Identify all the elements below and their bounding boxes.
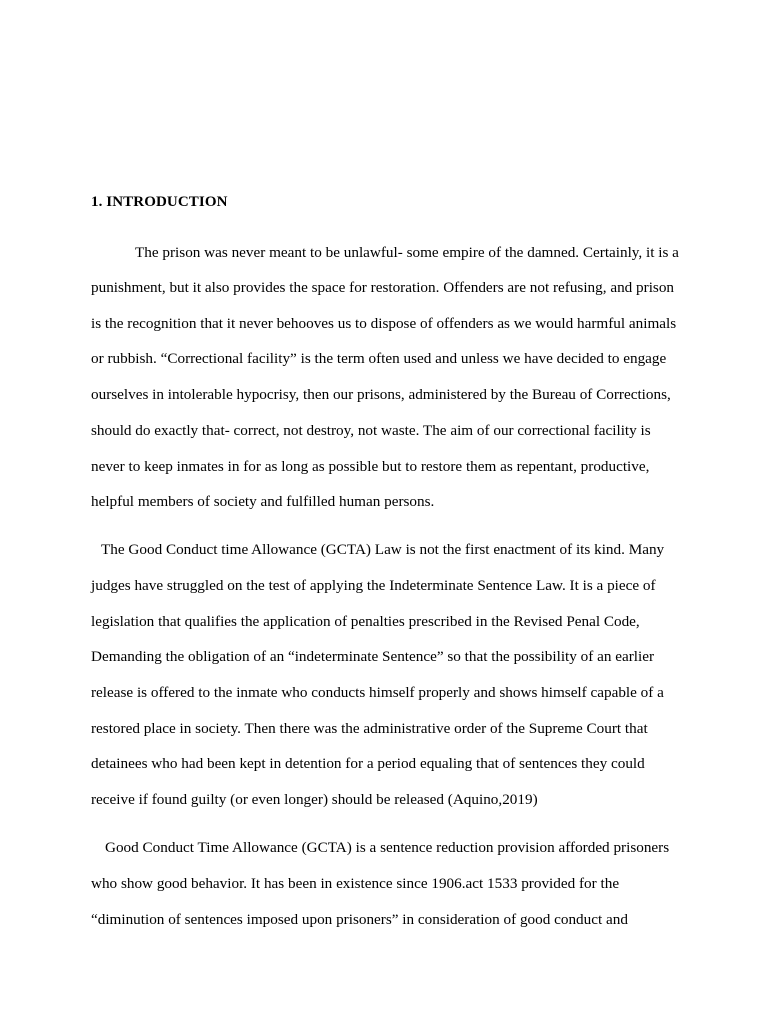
paragraph-line: receive if found guilty (or even longer) should be released (Aquino,2019) (91, 791, 538, 808)
paragraph-line: helpful members of society and fulfilled human persons. (91, 493, 435, 510)
paragraph-line: restored place in society. Then there was the administrative order of the Supreme Court that (91, 720, 648, 737)
paragraph-line: should do exactly that- correct, not destroy, not waste. The aim of our correctional facility is (91, 422, 651, 439)
paragraph-line: legislation that qualifies the application of penalties prescribed in the Revised Penal Code, (91, 613, 640, 630)
paragraph-line: punishment, but it also provides the space for restoration. Offenders are not refusing, and prison (91, 279, 675, 296)
paragraph-line: “diminution of sentences imposed upon prisoners” in consideration of good conduct and (91, 911, 628, 928)
paragraph-line: Good Conduct Time Allowance (GCTA) is a sentence reduction provision afforded prisoners (105, 839, 670, 856)
paragraph-line: detainees who had been kept in detention for a period equaling that of sentences they could (91, 755, 645, 772)
paragraph-line: or rubbish. “Correctional facility” is the term often used and unless we have decided to engage (91, 350, 667, 367)
paragraph-line: judges have struggled on the test of applying the Indeterminate Sentence Law. It is a piece of (91, 577, 656, 594)
paragraph-line: who show good behavior. It has been in existence since 1906.act 1533 provided for the (91, 875, 620, 892)
paragraph-line: release is offered to the inmate who conducts himself properly and shows himself capable of a (91, 684, 664, 701)
paragraph-line: Demanding the obligation of an “indeterminate Sentence” so that the possibility of an earlier (91, 648, 655, 665)
paragraph-line: is the recognition that it never behooves us to dispose of offenders as we would harmful animals (91, 315, 677, 332)
paragraph-line: ourselves in intolerable hypocrisy, then our prisons, administered by the Bureau of Corrections, (91, 386, 671, 403)
section-heading: 1. INTRODUCTION (91, 194, 228, 210)
paragraph-line: The Good Conduct time Allowance (GCTA) Law is not the first enactment of its kind. Many (101, 541, 665, 558)
paragraph-line: never to keep inmates in for as long as possible but to restore them as repentant, productive, (91, 458, 650, 475)
paragraph-line: The prison was never meant to be unlawful- some empire of the damned. Certainly, it is a (135, 244, 679, 261)
